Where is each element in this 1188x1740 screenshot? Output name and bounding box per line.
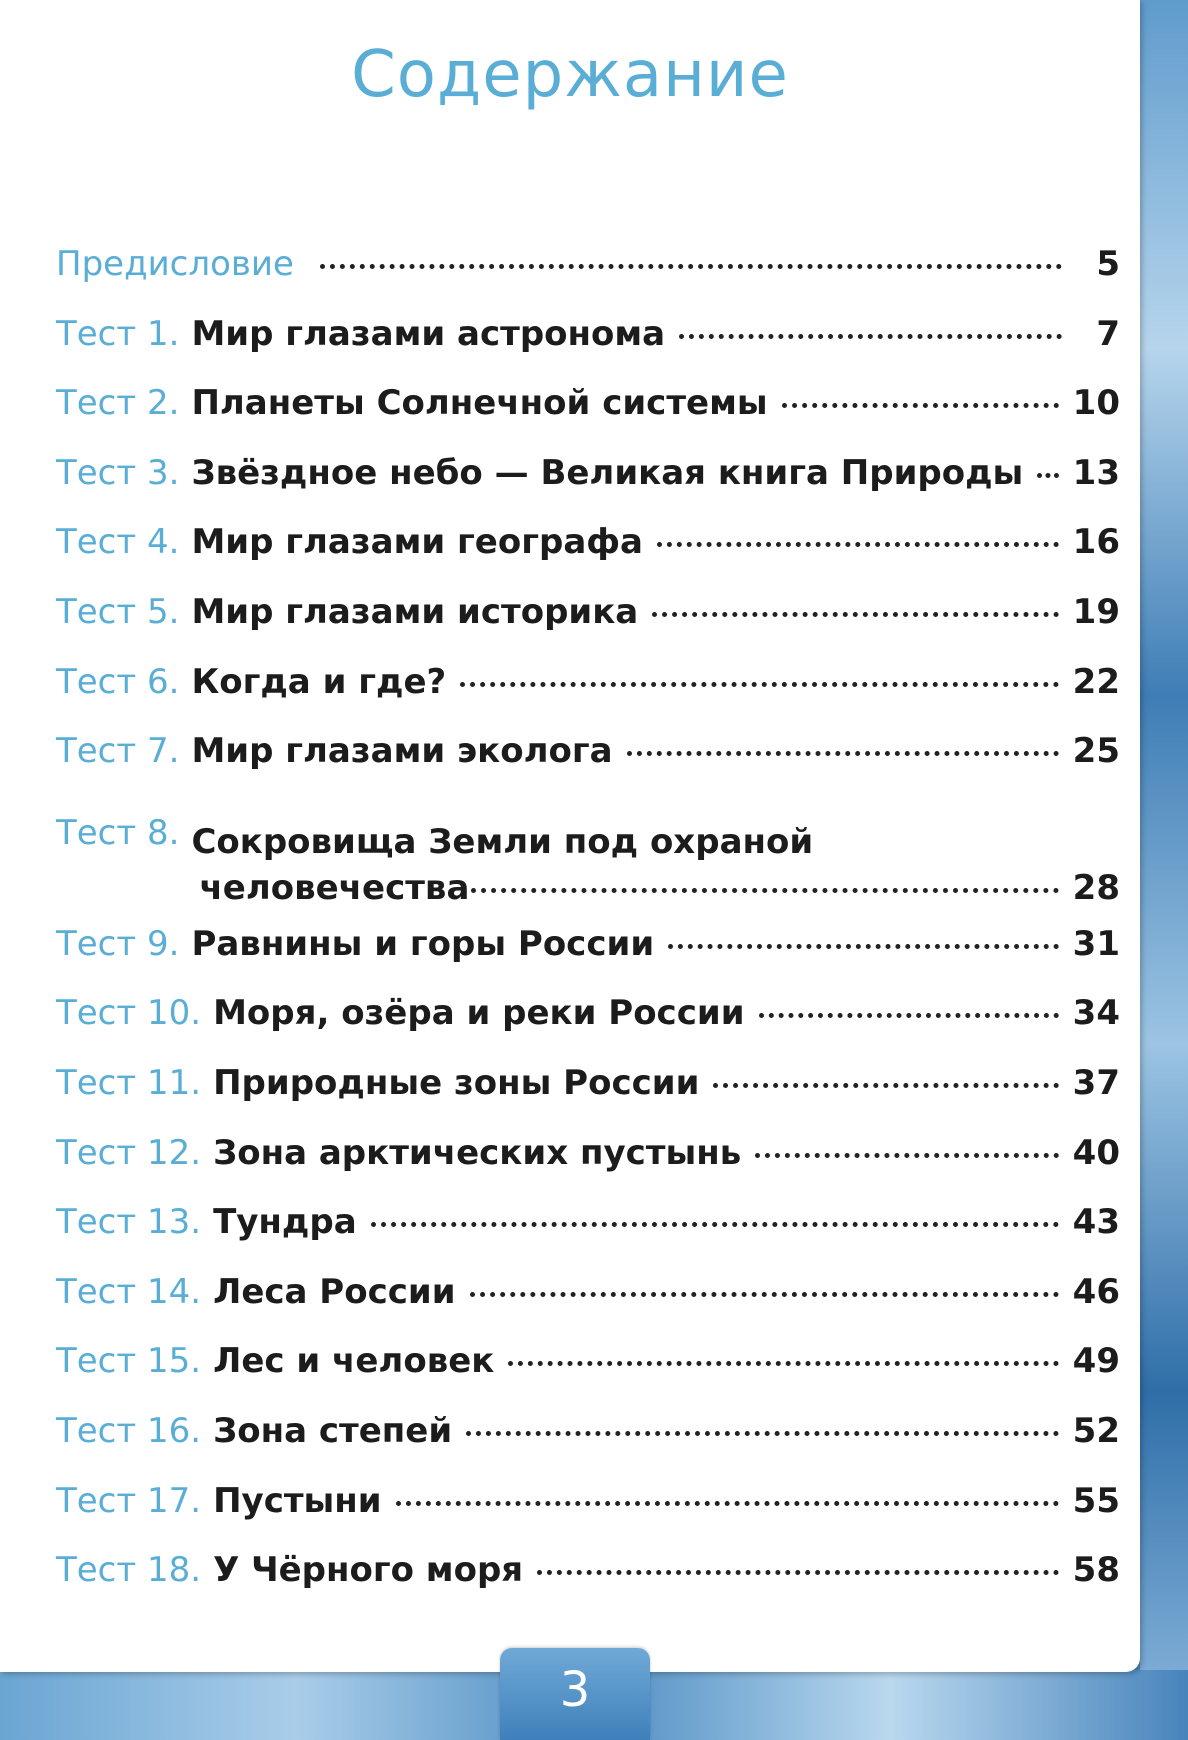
- dot-leader: [782, 403, 1059, 408]
- toc-label: Тест 14.: [56, 1271, 202, 1312]
- toc-entry[interactable]: [56, 1272, 1120, 1342]
- toc-title: Звёздное небо — Великая книга Природы: [191, 452, 1024, 493]
- toc-label: Тест 17.: [56, 1480, 202, 1521]
- toc-title: Равнины и горы России: [191, 923, 655, 964]
- toc-entry[interactable]: [56, 1411, 1120, 1481]
- toc-entry[interactable]: [56, 453, 1120, 523]
- table-of-contents: [56, 244, 1120, 1620]
- toc-entry[interactable]: [56, 1133, 1120, 1203]
- toc-entry[interactable]: [56, 924, 1120, 994]
- toc-title: Когда и где?: [191, 661, 447, 702]
- toc-label: Тест 8.: [56, 812, 180, 853]
- page-number: 3: [559, 1662, 591, 1718]
- toc-label: Тест 18.: [56, 1550, 202, 1591]
- toc-page-number: 43: [1072, 1202, 1120, 1243]
- toc-label: Тест 13.: [56, 1202, 202, 1243]
- dot-leader: [371, 1222, 1059, 1227]
- toc-entry[interactable]: [56, 1063, 1120, 1133]
- dot-leader: [1037, 473, 1058, 478]
- toc-title-continuation: [191, 868, 1120, 908]
- toc-page-number: 31: [1072, 923, 1120, 964]
- toc-page-number: 7: [1096, 313, 1120, 354]
- toc-title: Природные зоны России: [213, 1062, 700, 1103]
- dot-leader: [470, 1292, 1059, 1297]
- toc-label: Тест 11.: [56, 1062, 202, 1103]
- toc-label: Тест 4.: [56, 522, 180, 563]
- toc-label: Тест 3.: [56, 452, 180, 493]
- toc-entry[interactable]: [56, 801, 1120, 924]
- toc-page-number: 5: [1096, 244, 1120, 284]
- toc-entry[interactable]: [56, 731, 1120, 801]
- toc-title: Зона арктических пустынь: [213, 1132, 742, 1173]
- toc-label: Тест 16.: [56, 1410, 202, 1451]
- dot-leader: [668, 944, 1059, 949]
- toc-title: Моря, озёра и реки России: [213, 993, 745, 1034]
- toc-page-number: 37: [1072, 1062, 1120, 1103]
- toc-label: Тест 7.: [56, 731, 180, 772]
- page-number-tab: [500, 1648, 650, 1740]
- toc-entry[interactable]: [56, 662, 1120, 732]
- toc-label: Тест 5.: [56, 591, 180, 632]
- toc-page-number: 22: [1072, 661, 1120, 702]
- dot-leader: [759, 1013, 1059, 1018]
- dot-leader: [755, 1153, 1058, 1158]
- toc-title: Мир глазами географа: [191, 522, 643, 563]
- toc-label: Тест 1.: [56, 313, 180, 354]
- toc-page-number: 46: [1072, 1271, 1120, 1312]
- toc-entry[interactable]: [56, 1481, 1120, 1551]
- dot-leader: [320, 264, 1062, 269]
- toc-title: Лес и человек: [213, 1341, 495, 1382]
- toc-title: Мир глазами историка: [191, 591, 639, 632]
- dot-leader: [627, 751, 1059, 756]
- page-title: Содержание: [351, 38, 789, 112]
- toc-page-number: 16: [1072, 522, 1120, 563]
- toc-title: Зона степей: [213, 1410, 453, 1451]
- toc-title: Мир глазами эколога: [191, 731, 613, 772]
- toc-entry[interactable]: [56, 314, 1120, 384]
- toc-label: Тест 6.: [56, 661, 180, 702]
- toc-page-number: 10: [1072, 383, 1120, 424]
- toc-label: Тест 12.: [56, 1132, 202, 1173]
- toc-page-number: 52: [1072, 1410, 1120, 1451]
- toc-entry[interactable]: [56, 1341, 1120, 1411]
- toc-entry[interactable]: [56, 1202, 1120, 1272]
- toc-title: У Чёрного моря: [213, 1550, 524, 1591]
- toc-entry-preface[interactable]: [56, 244, 1120, 314]
- toc-page-number: 25: [1072, 731, 1120, 772]
- decorative-side-border: [1140, 0, 1188, 1740]
- toc-entry[interactable]: [56, 383, 1120, 453]
- dot-leader: [679, 334, 1062, 339]
- dot-leader: [466, 1431, 1059, 1436]
- toc-title: человечества: [199, 867, 470, 908]
- dot-leader: [713, 1083, 1058, 1088]
- toc-page-number: 13: [1072, 452, 1120, 493]
- dot-leader: [657, 542, 1059, 547]
- toc-page-number: 55: [1072, 1480, 1120, 1521]
- toc-title: Сокровища Земли под охраной: [191, 821, 814, 862]
- toc-label: Тест 15.: [56, 1341, 202, 1382]
- toc-title: Планеты Солнечной системы: [191, 383, 768, 424]
- toc-title: Мир глазами астронома: [191, 313, 666, 354]
- dot-leader: [537, 1570, 1059, 1575]
- toc-title: Пустыни: [213, 1480, 382, 1521]
- dot-leader: [508, 1361, 1058, 1366]
- toc-page-number: 58: [1072, 1550, 1120, 1591]
- toc-entry[interactable]: [56, 1550, 1120, 1620]
- toc-title-multiline: [191, 822, 1120, 908]
- toc-label: Тест 10.: [56, 993, 202, 1034]
- toc-page-number: 40: [1072, 1132, 1120, 1173]
- toc-entry[interactable]: [56, 993, 1120, 1063]
- toc-title: Леса России: [213, 1271, 456, 1312]
- toc-label: Тест 2.: [56, 383, 180, 424]
- dot-leader: [652, 612, 1058, 617]
- toc-title: Тундра: [213, 1202, 357, 1243]
- toc-entry[interactable]: [56, 522, 1120, 592]
- toc-page-number: 49: [1072, 1341, 1120, 1382]
- dot-leader: [396, 1501, 1059, 1506]
- toc-entry[interactable]: [56, 592, 1120, 662]
- toc-page-number: 19: [1072, 591, 1120, 632]
- toc-label: Предисловие: [56, 244, 294, 284]
- toc-label: Тест 9.: [56, 923, 180, 964]
- dot-leader: [471, 888, 1058, 893]
- toc-page-number: 28: [1072, 867, 1120, 908]
- dot-leader: [460, 682, 1058, 687]
- toc-page-number: 34: [1072, 993, 1120, 1034]
